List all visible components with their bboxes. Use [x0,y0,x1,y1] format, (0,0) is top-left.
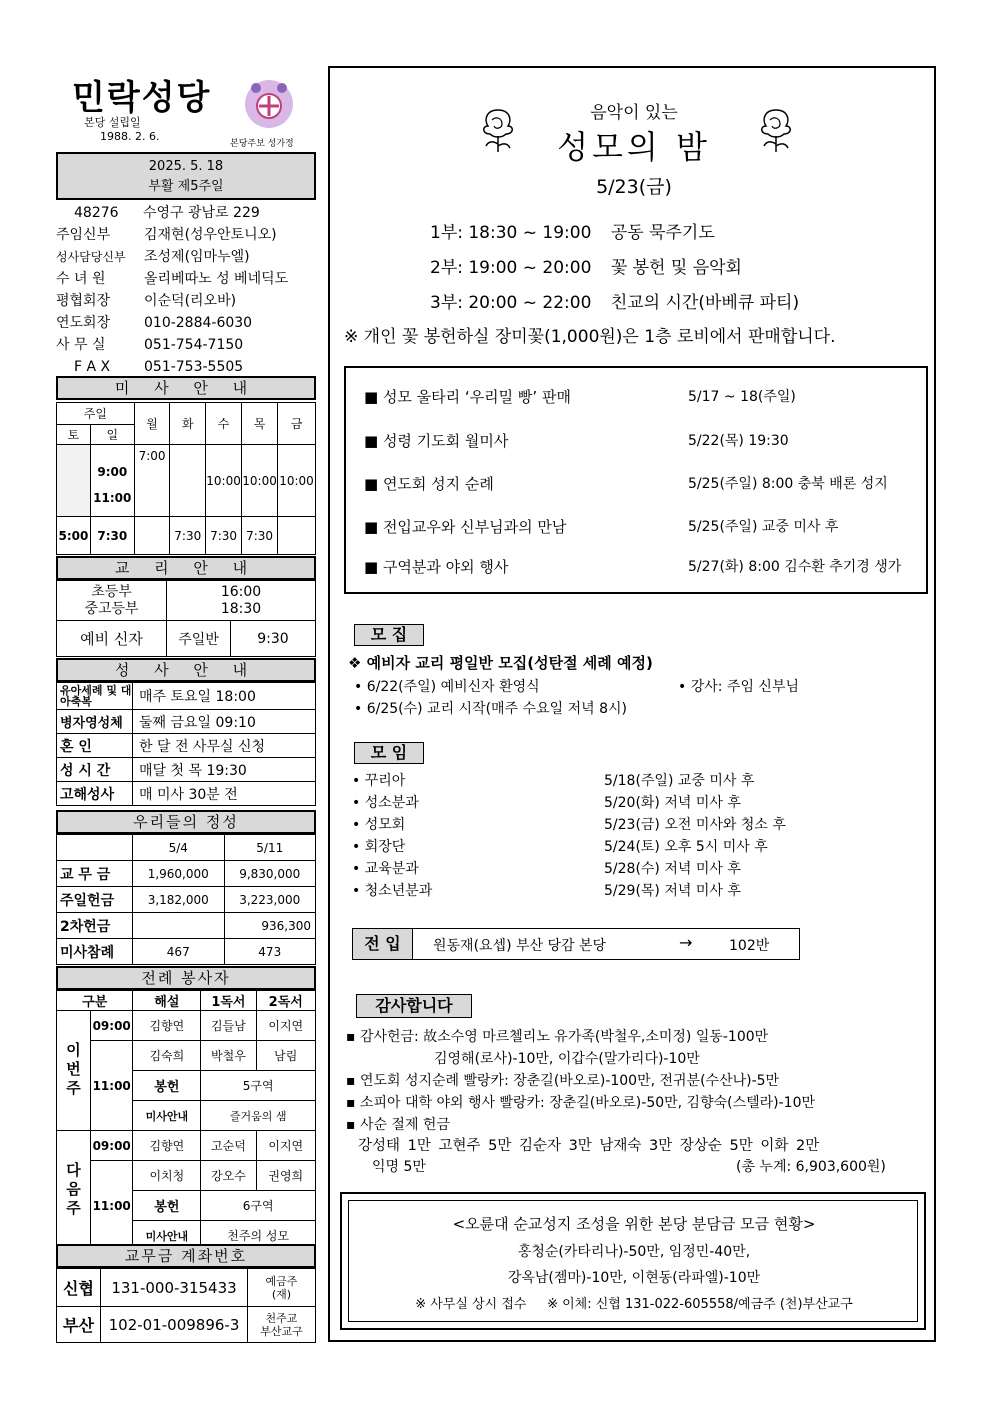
info-key: F A X [74,359,111,375]
server-name: 강오수 [201,1161,256,1191]
server-name: 이지연 [256,1131,315,1161]
logo-caption: 본당주보 성가정 [230,139,294,149]
day-thu: 목 [242,403,278,445]
thanks-line: 김영해(로사)-10만, 이갑수(말가리다)-10만 [434,1051,700,1067]
concert-part-time: 2부: 19:00 ~ 20:00 [430,258,592,278]
bank-name: 부산 [57,1307,101,1343]
server-name: 고순덕 [201,1131,256,1161]
church-name: 민락성당 [72,78,212,118]
bank-name: 신협 [57,1269,101,1307]
concert-part-time: 3부: 20:00 ~ 22:00 [430,293,592,313]
concert-title: 성모의 밤 [557,128,711,166]
sunday-label: 주일 [57,403,135,425]
concert-part-desc: 꽃 봉헌 및 음악회 [610,258,742,278]
sacrament-key: 유아세례 및 대아축복 [57,683,133,710]
recruit-head: ❖ 예비자 교리 평일반 모집(성탄절 세례 예정) [348,654,653,672]
concert-date: 5/23(금) [596,176,672,198]
meeting-date: 5/28(수) 저녁 미사 후 [604,861,741,877]
bonghyun-value: 6구역 [201,1191,316,1221]
holder-line: (재) [271,1287,292,1301]
elem-class: 초등부 [91,583,132,600]
time-slot: 11:00 [90,1041,132,1131]
offering-col: 5/4 [133,835,225,861]
pre-class: 예비 신자 [57,621,167,657]
next-week-label: 다음주 [57,1131,91,1251]
thanks-total: (총 누계: 6,903,600원) [736,1159,886,1175]
offering-table [56,834,316,965]
thu-mass: 10:00 [242,445,278,517]
meeting-date: 5/29(목) 저녁 미사 후 [604,883,741,899]
offering-b: 3,223,000 [224,887,316,913]
event-title: ■ 전입교우와 신부님과의 만남 [364,518,567,536]
time-slot: 09:00 [90,1131,132,1161]
event-title: ■ 성령 기도회 월미사 [364,432,509,450]
recruit-line: • 6/25(수) 교리 시작(매주 수요일 저녁 8시) [354,701,627,717]
fund-note: ※ 사무실 상시 접수 ※ 이체: 신협 131-022-605558/예금주 (천)부산교구 [415,1297,853,1312]
account-number: 131-000-315433 [101,1269,248,1307]
guide-label: 미사안내 [133,1101,201,1131]
guide-value: 즐거움의 샘 [201,1101,316,1131]
recruit-tag: 모 집 [354,624,424,646]
day-tue: 화 [170,403,206,445]
event-title: ■ 구역분과 야외 행사 [364,558,509,576]
offering-b: 9,830,000 [224,861,316,887]
bonghyun-label: 봉헌 [133,1191,201,1221]
zip-code: 48276 [74,205,119,221]
servers-head: 구분 [57,991,133,1011]
thanks-line: ▪ 연도회 성지순례 빨랑카: 장춘길(바오로)-100만, 전귀분(수산나)-5만 [346,1073,780,1089]
sacrament-value: 한 달 전 사무실 신청 [133,734,316,758]
sun-mass-2: 11:00 [93,490,132,505]
meeting-date: 5/24(토) 오후 5시 미사 후 [604,839,768,855]
date-box [56,152,316,200]
concert-note: ※ 개인 꽃 봉헌하실 장미꽃(1,000원)은 1층 로비에서 판매합니다. [344,327,836,347]
fund-title: <오륜대 순교성지 조성을 위한 본당 분담금 모금 현황> [452,1215,816,1233]
liturgical-sunday: 부활 제5주일 [148,179,224,194]
time-slot: 09:00 [90,1011,132,1041]
fund-inner [348,1200,918,1322]
fri-mass: 10:00 [278,445,316,517]
meeting-date: 5/20(화) 저녁 미사 후 [604,795,741,811]
server-name: 박철우 [201,1041,256,1071]
concert-part-desc: 공동 묵주기도 [610,223,715,243]
meeting-date: 5/23(금) 오전 미사와 청소 후 [604,817,786,833]
founding-label: 본당 설립일 [84,116,141,129]
thu-evening-mass: 7:30 [242,517,278,555]
transfer-text: 원동재(요셉) 부산 당감 본당 [433,938,607,954]
event-date: 5/22(목) 19:30 [688,433,789,449]
fund-line: 홍청순(카타리나)-50만, 임정민-40만, [517,1244,751,1260]
bulletin-date: 2025. 5. 18 [148,159,224,174]
info-value: 조성제(임마누엘) [144,249,250,265]
founding-date: 1988. 2. 6. [100,130,160,143]
server-name: 이지연 [256,1011,315,1041]
meeting-name: • 회장단 [352,839,406,855]
guide-label: 미사안내 [133,1221,201,1251]
account-table [56,1268,316,1343]
info-value: 051-754-7150 [144,337,244,353]
time-slot: 11:00 [90,1161,132,1251]
info-key: 사 무 실 [56,337,106,353]
day-fri: 금 [278,403,316,445]
tue-evening-mass: 7:30 [170,517,206,555]
server-name: 김숙희 [133,1041,201,1071]
thanks-line: 강성태 1만 고현주 5만 김순자 3만 남재숙 3만 장상순 5만 이화 2만 [358,1138,820,1154]
sacrament-value: 매 미사 30분 전 [133,782,316,806]
event-date: 5/17 ~ 18(주일) [688,389,796,405]
server-name: 남림 [256,1041,315,1071]
meeting-name: • 성모회 [352,817,406,833]
offering-a [133,913,225,939]
thanks-line: ▪ 사순 절제 헌금 [346,1117,450,1133]
concert-part-time: 1부: 18:30 ~ 19:00 [430,223,592,243]
transfer-box [352,928,800,960]
offering-key: 2차헌금 [57,913,133,939]
offering-title: 우리들의 정성 [56,810,316,834]
event-date: 5/25(주일) 교중 미사 후 [688,519,839,535]
info-value: 051-753-5505 [144,359,244,375]
thanks-line: 익명 5만 [372,1159,426,1175]
server-name: 권영희 [256,1161,315,1191]
mass-title: 미 사 안 내 [56,376,316,400]
address: 수영구 광남로 229 [143,205,260,221]
holder-line: 부산교구 [260,1324,303,1338]
offering-col: 5/11 [224,835,316,861]
holder-line: 천주교 [265,1311,298,1325]
sacrament-key: 병자영성체 [57,710,133,734]
meeting-name: • 교육분과 [352,861,419,877]
pre-class-type: 주일반 [167,621,231,657]
servers-title: 전례 봉사자 [56,966,316,990]
sacrament-value: 둘째 금요일 09:10 [133,710,316,734]
event-title: ■ 연도회 성지 순례 [364,475,494,493]
fund-box [340,1192,926,1330]
info-key: 수 녀 원 [56,271,106,287]
right-column [328,66,936,1342]
pre-class-time: 9:30 [231,621,316,657]
mid-class: 중고등부 [84,600,139,617]
sun-evening-mass: 7:30 [90,517,134,555]
server-name: 이치청 [133,1161,201,1191]
info-value: 올리베따노 성 베네딕도 [144,271,289,287]
day-wed: 수 [206,403,242,445]
transfer-tag: 전 입 [353,929,413,959]
sacrament-table [56,682,316,806]
sacrament-key: 성 시 간 [57,758,133,782]
info-key: 주임신부 [56,227,111,243]
meeting-tag: 모 임 [354,742,424,764]
offering-a: 1,960,000 [133,861,225,887]
this-week-label: 이번주 [57,1011,91,1131]
offering-key: 주일헌금 [57,887,133,913]
elem-time: 16:00 [220,583,262,600]
wed-evening-mass: 7:30 [206,517,242,555]
thanks-tag: 감사합니다 [356,994,472,1018]
sacrament-key: 혼 인 [57,734,133,758]
info-key: 성사담당신부 [56,250,126,264]
info-value: 김재현(성우안토니오) [144,227,277,243]
event-date: 5/27(화) 8:00 김수환 추기경 생가 [688,559,902,575]
fund-line: 강옥남(젬마)-10만, 이현동(라파엘)-10만 [507,1270,761,1286]
servers-table [56,990,316,1251]
info-value: 010-2884-6030 [144,315,253,331]
account-title: 교무금 계좌번호 [56,1244,316,1268]
holder-line: 예금주 [265,1274,298,1288]
day-sat: 토 [57,425,91,445]
catechism-title: 교 리 안 내 [56,556,316,580]
transfer-dest: 102반 [729,938,770,954]
offering-b: 473 [224,939,316,965]
bonghyun-label: 봉헌 [133,1071,201,1101]
mass-table [56,402,316,555]
recruit-line: • 6/22(주일) 예비신자 환영식 [354,679,540,695]
info-value: 이순덕(리오바) [144,293,237,309]
sacrament-value: 매달 첫 목 19:30 [133,758,316,782]
catechism-table [56,580,316,657]
events-box [344,366,928,594]
day-mon: 월 [134,403,170,445]
mid-time: 18:30 [220,600,262,617]
contact-info [56,202,316,378]
recruit-line: • 강사: 주임 신부님 [678,679,799,695]
offering-key: 교 무 금 [57,861,133,887]
meeting-name: • 성소분과 [352,795,419,811]
arrow-right-icon: → [679,933,693,952]
sat-evening-mass: 5:00 [57,517,91,555]
meeting-name: • 청소년분과 [352,883,433,899]
meeting-date: 5/18(주일) 교중 미사 후 [604,773,755,789]
server-name: 김향연 [133,1011,201,1041]
day-sun: 일 [90,425,134,445]
server-name: 김들남 [201,1011,256,1041]
sacrament-title: 성 사 안 내 [56,658,316,682]
sun-mass-1: 9:00 [97,464,128,479]
offering-a: 3,182,000 [133,887,225,913]
wed-mass: 10:00 [206,445,242,517]
thanks-line: ▪ 감사헌금: 故소수영 마르첼리노 유가족(박철우,소미정) 일동-100만 [346,1029,769,1045]
offering-key: 미사참례 [57,939,133,965]
servers-head: 해설 [133,991,201,1011]
account-number: 102-01-009896-3 [101,1307,248,1343]
offering-b: 936,300 [224,913,316,939]
sacrament-key: 고해성사 [57,782,133,806]
guide-value: 천주의 성모 [201,1221,316,1251]
mon-mass: 7:00 [134,445,170,517]
concert-part-desc: 친교의 시간(바베큐 파티) [610,293,800,313]
offering-a: 467 [133,939,225,965]
sacrament-value: 매주 토요일 18:00 [133,683,316,710]
concert-subtitle: 음악이 있는 [590,103,678,123]
info-key: 평협회장 [56,293,111,309]
thanks-line: ▪ 소피아 대학 야외 행사 빨랑카: 장춘길(바오로)-50만, 김향숙(스텔라)-10만 [346,1095,816,1111]
meeting-name: • 꾸리아 [352,773,406,789]
server-name: 김향연 [133,1131,201,1161]
event-date: 5/25(주일) 8:00 충북 배론 성지 [688,476,888,492]
info-key: 연도회장 [56,315,111,331]
holy-family-logo-icon [234,74,304,134]
servers-head: 2독서 [256,991,315,1011]
bonghyun-value: 5구역 [201,1071,316,1101]
servers-head: 1독서 [201,991,256,1011]
event-title: ■ 성모 울타리 ‘우리밀 빵’ 판매 [364,388,571,406]
